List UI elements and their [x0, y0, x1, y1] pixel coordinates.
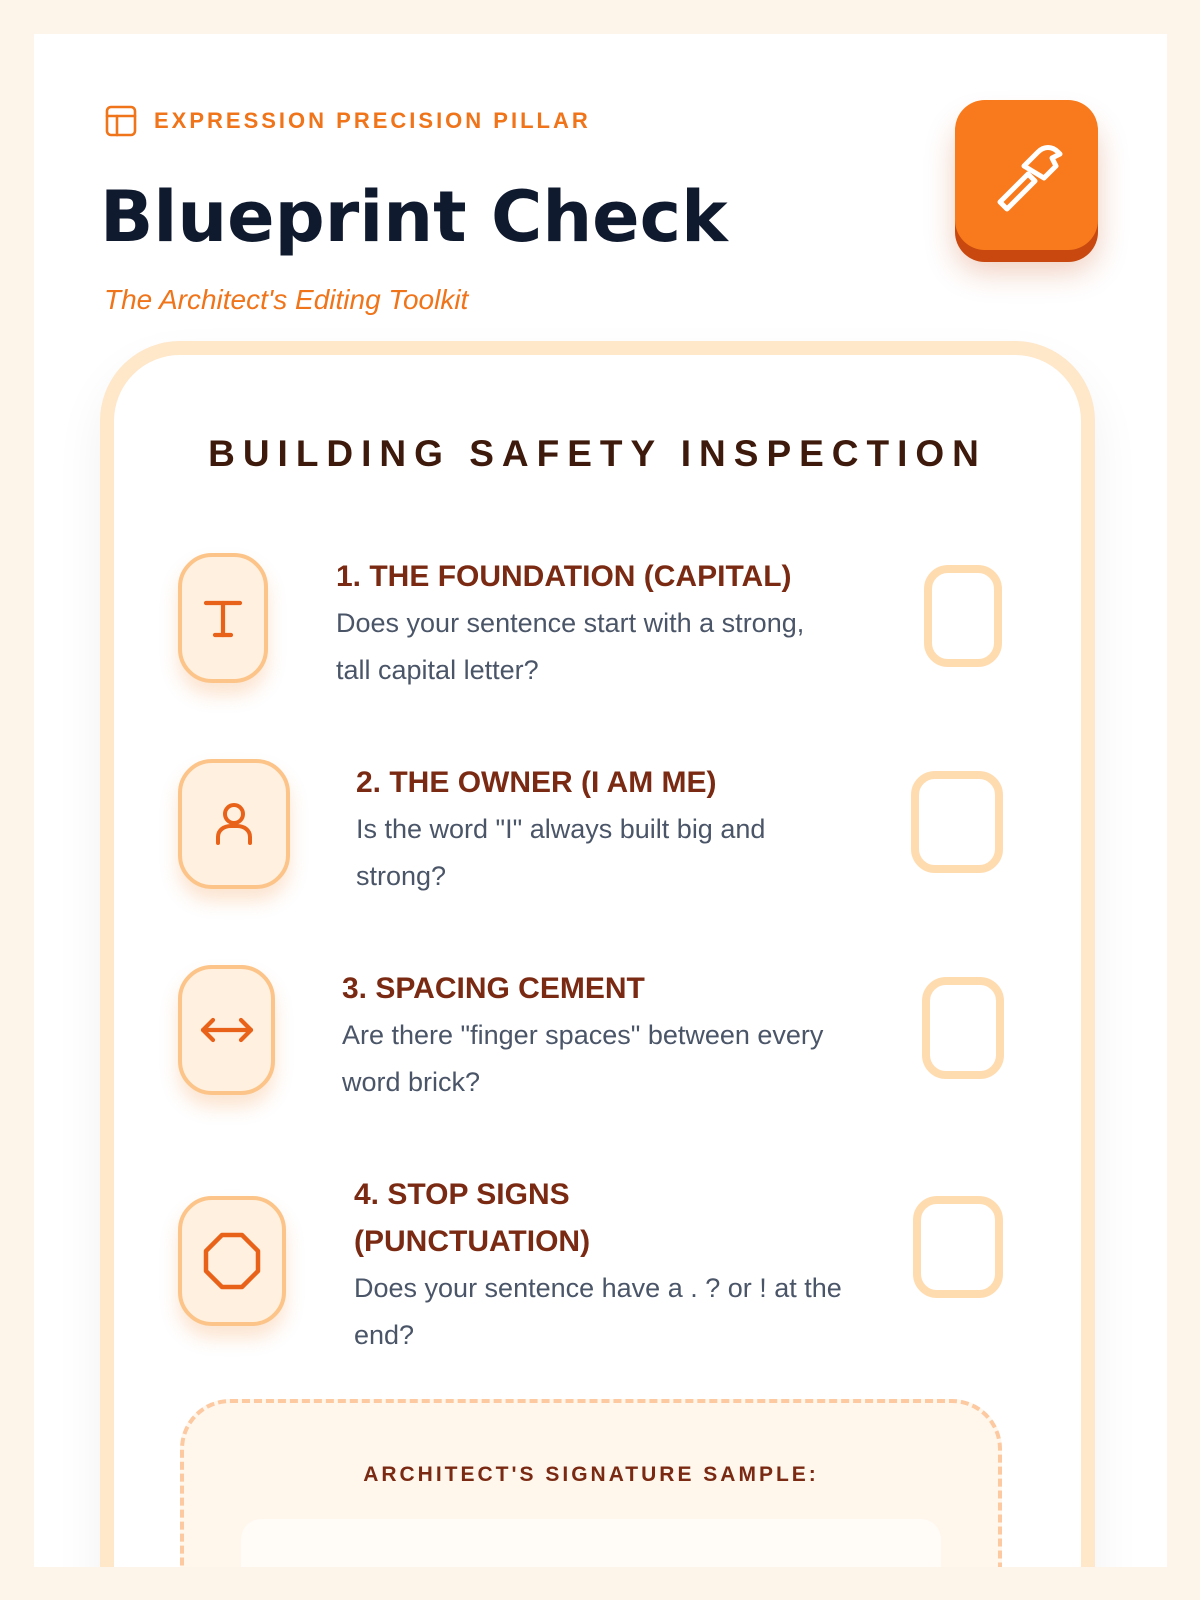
page-subtitle: The Architect's Editing Toolkit: [104, 284, 469, 315]
sheet: [34, 34, 1167, 1567]
user-icon: [211, 801, 257, 847]
item-description: Does your sentence have a . ? or ! at the end?: [354, 1273, 842, 1350]
octagon-icon: [200, 1229, 264, 1293]
signature-box: [180, 1399, 1002, 1567]
page-title: Blueprint Check: [100, 176, 728, 258]
item-checkbox[interactable]: [924, 565, 1002, 667]
row-icon-container: [178, 965, 275, 1095]
item-title: 3. SPACING CEMENT: [342, 972, 645, 1005]
item-checkbox[interactable]: [922, 977, 1004, 1079]
eyebrow: [104, 104, 591, 138]
signature-input[interactable]: [241, 1519, 941, 1567]
checklist-item: [114, 965, 1081, 1105]
item-description: Does your sentence start with a strong, tall capital letter?: [336, 608, 805, 685]
inspection-card: [100, 341, 1095, 1567]
item-checkbox[interactable]: [913, 1196, 1003, 1298]
checklist-item: [114, 1171, 1081, 1351]
row-icon-container: [178, 553, 268, 683]
item-title: 4. STOP SIGNS (PUNCTUATION): [354, 1178, 591, 1258]
checklist-item: [114, 553, 1081, 693]
item-description: Are there "finger spaces" between every word brick?: [342, 1020, 824, 1097]
type-icon: [200, 595, 246, 641]
signature-label: ARCHITECT'S SIGNATURE SAMPLE:: [363, 1463, 819, 1486]
layout-icon: [104, 104, 138, 138]
row-icon-container: [178, 759, 290, 889]
card-title: BUILDING SAFETY INSPECTION: [208, 433, 987, 474]
item-title: 1. THE FOUNDATION (CAPITAL): [336, 560, 792, 593]
item-title: 2. THE OWNER (I AM ME): [356, 766, 717, 799]
hammer-icon: [988, 136, 1066, 214]
row-icon-container: [178, 1196, 286, 1326]
arrows-horizontal-icon: [197, 1007, 257, 1053]
item-description: Is the word "I" always built big and strong?: [356, 814, 766, 891]
item-checkbox[interactable]: [911, 771, 1003, 873]
eyebrow-text: EXPRESSION PRECISION PILLAR: [154, 108, 591, 133]
checklist-item: [114, 759, 1081, 899]
tools-button[interactable]: [955, 100, 1098, 250]
